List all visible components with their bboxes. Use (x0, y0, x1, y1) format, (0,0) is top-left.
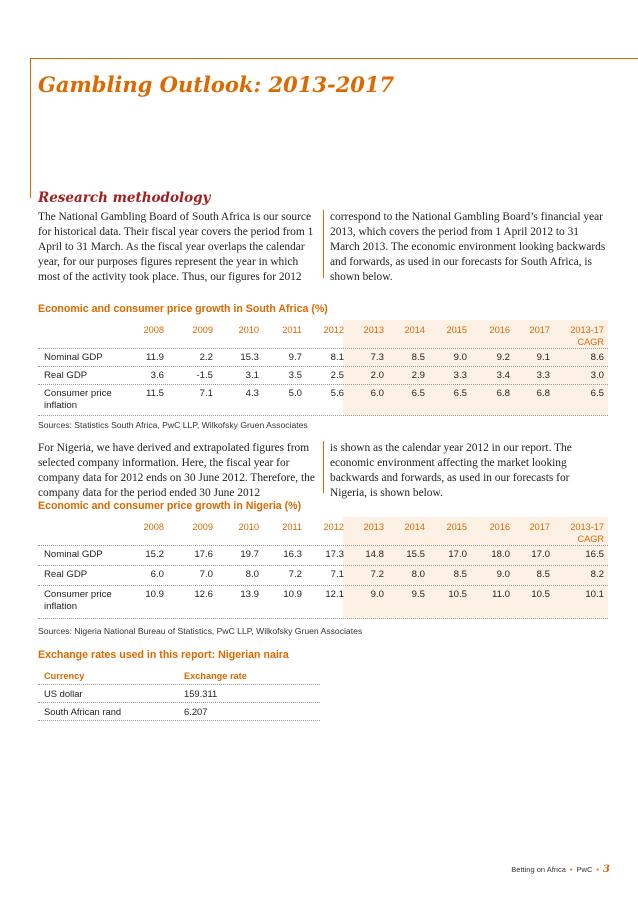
table-cell: 9.7 (288, 352, 302, 363)
table-cell: 12.1 (325, 589, 344, 600)
table-cell: 8.2 (590, 569, 604, 580)
column-header: 2009 (192, 522, 213, 532)
table-row (38, 349, 608, 367)
fx-currency: South African rand (44, 706, 122, 717)
table-cell: 3.3 (453, 370, 467, 381)
table-cell: 9.2 (496, 352, 510, 363)
table-cell: 2.0 (370, 370, 384, 381)
table-row (38, 367, 608, 385)
page-footer (511, 864, 610, 875)
fx-currency: US dollar (44, 688, 83, 699)
table-cell: 9.0 (370, 589, 384, 600)
table-cell: 6.8 (496, 388, 510, 399)
table-row (38, 586, 608, 619)
table-cell: 3.3 (536, 370, 550, 381)
table-cell: 6.5 (453, 388, 467, 399)
column-header: 2008 (143, 325, 164, 335)
column-header: 2013-17 CAGR (570, 522, 604, 544)
row-label: Real GDP (44, 370, 88, 381)
fx-row (38, 703, 320, 721)
table-cell: 17.0 (531, 549, 550, 560)
row-label: Nominal GDP (44, 549, 103, 560)
table-cell: 4.3 (245, 388, 259, 399)
nigeria-paragraph-right: is shown as the calendar year 2012 in our report. The economic environment affecting the market looking backwards and forwards, as used in our forecasts for Nigeria, is shown below. (330, 442, 572, 499)
row-label: Nominal GDP (44, 352, 103, 363)
table-cell: 11.0 (492, 589, 510, 600)
table-cell: 8.5 (453, 569, 467, 580)
column-header: 2017 (529, 522, 550, 532)
table-cell: 9.5 (411, 589, 425, 600)
table-cell: 13.9 (240, 589, 259, 600)
table-cell: 7.3 (370, 352, 384, 363)
ng-table-source: Sources: Nigeria National Bureau of Statistics, PwC LLP, Wilkofsky Gruen Associates (38, 626, 363, 636)
table-cell: 11.9 (146, 352, 164, 363)
row-label: Real GDP (44, 569, 88, 580)
table-cell: 3.4 (496, 370, 510, 381)
table-cell: 15.3 (240, 352, 259, 363)
table-cell: 5.6 (330, 388, 344, 399)
table-cell: 7.0 (199, 569, 213, 580)
column-header: 2010 (238, 522, 259, 532)
table-cell: 3.6 (150, 370, 164, 381)
table-cell: 10.5 (531, 589, 550, 600)
table-cell: 3.5 (288, 370, 302, 381)
table-cell: 10.9 (283, 589, 302, 600)
table-cell: 2.9 (411, 370, 425, 381)
table-cell: 17.0 (448, 549, 467, 560)
table-cell: 8.0 (411, 569, 425, 580)
column-header: 2012 (323, 325, 344, 335)
column-divider (323, 210, 324, 278)
table-cell: 11.5 (146, 388, 164, 399)
table-cell: 7.1 (330, 569, 344, 580)
table-row (38, 546, 608, 566)
page-title: Gambling Outlook: 2013-2017 (38, 72, 395, 97)
table-cell: 9.0 (496, 569, 510, 580)
table-cell: 15.5 (406, 549, 425, 560)
table-cell: 6.5 (411, 388, 425, 399)
table-cell: 12.6 (194, 589, 213, 600)
table-cell: 18.0 (491, 549, 510, 560)
ng-economic-table (38, 517, 608, 619)
table-cell: 2.5 (330, 370, 344, 381)
column-header: 2008 (143, 522, 164, 532)
column-header: 2013 (363, 522, 384, 532)
table-cell: 6.0 (150, 569, 164, 580)
table-cell: 10.9 (145, 589, 164, 600)
column-header: 2015 (446, 522, 467, 532)
column-header: 2012 (323, 522, 344, 532)
table-cell: 2.2 (199, 352, 213, 363)
table-cell: 8.0 (245, 569, 259, 580)
row-label: Consumer price inflation (44, 589, 112, 612)
footer-brand: PwC (576, 865, 593, 874)
nigeria-paragraph-left: For Nigeria, we have derived and extrapolated figures from selected company information. Here, the fiscal year for company data for 2012 ends on 30 June 2012. Therefore, the company data for the period ended 30 June 2012 (38, 442, 315, 499)
table-cell: 3.0 (590, 370, 604, 381)
table-cell: 5.0 (288, 388, 302, 399)
table-cell: 8.5 (411, 352, 425, 363)
column-divider (323, 441, 324, 493)
intro-paragraph-left: The National Gambling Board of South Africa is our source for historical data. Their fiscal year covers the period from 1 April to 31 March. As the fiscal year overlaps the calendar year, for our purposes figures represent the year in which most of the activity took place. Thus, our figures for 2012 (38, 211, 314, 283)
fx-col-rate: Exchange rate (184, 671, 247, 681)
table-cell: -1.5 (196, 370, 213, 381)
fx-table-heading: Exchange rates used in this report: Nigerian naira (38, 649, 289, 661)
fx-row (38, 685, 320, 703)
column-header: 2014 (404, 325, 425, 335)
page-number: 3 (603, 864, 610, 875)
column-header: 2011 (282, 522, 302, 532)
table-cell: 6.0 (370, 388, 384, 399)
table-cell: 7.2 (370, 569, 384, 580)
table-cell: 6.8 (536, 388, 550, 399)
top-rule (30, 58, 638, 59)
footer-separator: • (596, 865, 600, 874)
fx-rate: 159.311 (184, 688, 218, 699)
ng-table-heading: Economic and consumer price growth in Nigeria (%) (38, 500, 302, 512)
column-header: 2017 (529, 325, 550, 335)
sa-table-heading: Economic and consumer price growth in South Africa (%) (38, 303, 328, 315)
footer-separator: • (569, 865, 573, 874)
fx-rate: 6.207 (184, 706, 208, 717)
table-cell: 10.1 (585, 589, 604, 600)
fx-table (38, 668, 320, 721)
section-heading: Research methodology (38, 190, 211, 206)
sa-economic-table (38, 320, 608, 416)
row-label: Consumer price inflation (44, 388, 112, 411)
table-cell: 8.6 (590, 352, 604, 363)
intro-paragraph-right: correspond to the National Gambling Board’s financial year 2013, which covers the period from 1 April 2012 to 31 March 2013. The economic environment looking backwards and forwards, as used in our forecasts for South Africa, is shown below. (330, 211, 606, 283)
column-header: 2013 (363, 325, 384, 335)
table-cell: 8.5 (536, 569, 550, 580)
table-cell: 16.3 (283, 549, 302, 560)
table-cell: 10.5 (448, 589, 467, 600)
table-cell: 15.2 (145, 549, 164, 560)
table-header-row (38, 320, 608, 349)
table-cell: 14.8 (365, 549, 384, 560)
table-cell: 9.0 (453, 352, 467, 363)
column-header: 2014 (404, 522, 425, 532)
table-row (38, 385, 608, 416)
table-cell: 7.2 (288, 569, 302, 580)
table-cell: 7.1 (199, 388, 213, 399)
table-cell: 8.1 (330, 352, 344, 363)
sa-table-source: Sources: Statistics South Africa, PwC LLP, Wilkofsky Gruen Associates (38, 420, 308, 430)
table-cell: 6.5 (590, 388, 604, 399)
table-cell: 16.5 (585, 549, 604, 560)
table-header-row (38, 517, 608, 546)
fx-col-currency: Currency (44, 671, 85, 681)
table-cell: 9.1 (536, 352, 550, 363)
table-cell: 3.1 (245, 370, 259, 381)
fx-table-header (38, 668, 320, 685)
column-header: 2015 (446, 325, 467, 335)
table-cell: 19.7 (240, 549, 259, 560)
column-header: 2013-17 CAGR (570, 325, 604, 347)
footer-publication: Betting on Africa (511, 865, 566, 874)
table-cell: 17.6 (194, 549, 213, 560)
table-row (38, 566, 608, 586)
column-header: 2011 (282, 325, 302, 335)
column-header: 2016 (489, 325, 510, 335)
table-cell: 17.3 (325, 549, 344, 560)
column-header: 2009 (192, 325, 213, 335)
column-header: 2016 (489, 522, 510, 532)
left-rule (30, 58, 31, 198)
column-header: 2010 (238, 325, 259, 335)
